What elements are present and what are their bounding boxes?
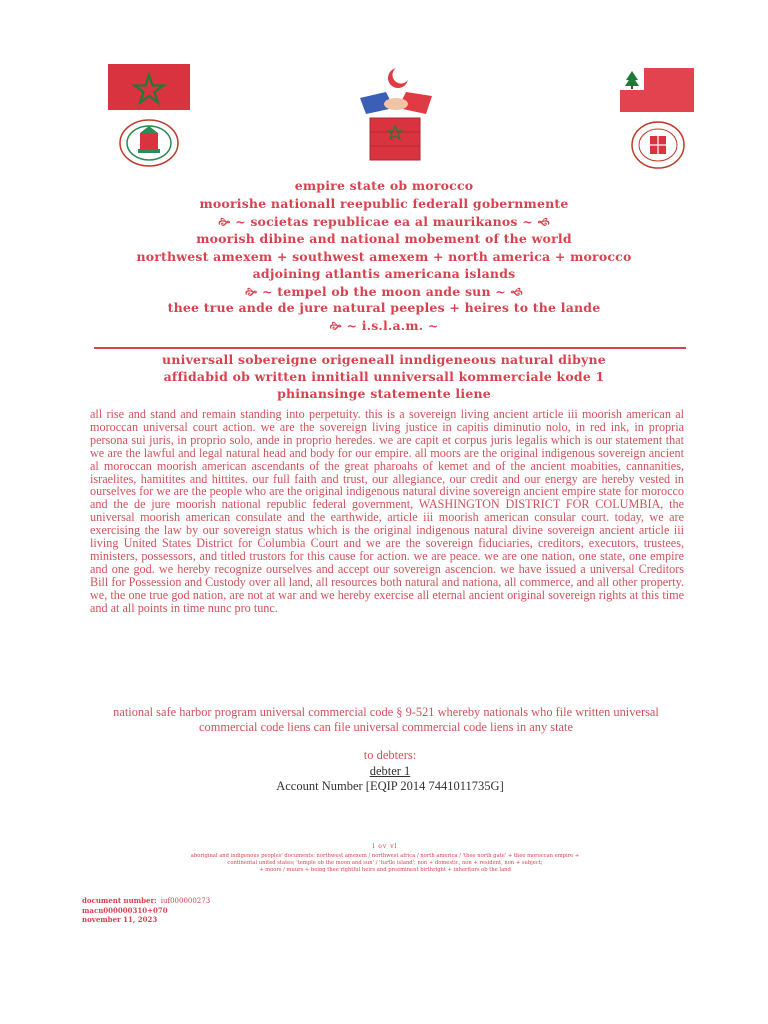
document-code: macn000000310+070 — [82, 906, 168, 915]
document-number-label: document number: — [82, 896, 157, 905]
footer-fine-line-1: aboriginal and indigenous peoples' documents: northwest amexem / northwest africa / north america / 'thee north gate' + thee moroccan empire + — [190, 853, 580, 859]
ornament-icon: 🙘 — [505, 284, 523, 299]
safe-harbor-paragraph: national safe harbor program universal commercial code § 9-521 whereby nationals who file written universal commercial code liens can file universal commercial code liens in any state — [113, 705, 659, 734]
document-number-value: iuf000000273 — [160, 897, 211, 905]
heading-line-9 — [0, 317, 768, 338]
account-number: Account Number [EQIP 2014 7441011735G] — [276, 779, 504, 793]
ornament-icon: 🙘 — [532, 214, 550, 229]
ornament-icon: 🙚 — [244, 284, 262, 299]
heading-line-4: moorish dibine and national mobement of the world — [196, 231, 572, 246]
heading-line-7-text: ~ tempel ob the moon ande sun ~ — [262, 284, 506, 299]
document-date: november 11, 2023 — [82, 915, 158, 924]
doc-title-line-1: universall sobereigne origeneall inndigeneous natural dibyne — [162, 352, 606, 367]
heading-line-2: moorishe nationall reepublic federall gobernmente — [199, 196, 569, 211]
morocco-flag-icon — [108, 64, 190, 110]
doc-title-line-2: affidabid ob written innitiall unniversall kommerciale kode 1 — [163, 369, 605, 384]
heading-line-9-text: ~ i.s.l.a.m. ~ — [346, 318, 439, 333]
ornament-icon: 🙚 — [329, 318, 347, 333]
footer-fine-line-2: continental united states; 'temple ob the moon and sun' / 'turtle island'; non + domestic, non + resident, non + subject; — [227, 860, 543, 866]
pine-tree-flag-icon — [620, 68, 694, 112]
ornament-icon: 🙚 — [218, 214, 236, 229]
document-number-row — [82, 896, 210, 906]
seal-icon — [118, 118, 180, 168]
to-debters-label: to debters: — [363, 748, 417, 762]
seal-icon — [630, 120, 686, 170]
footer-fine-line-3: + moors / muurs + being thee rightful heirs and preeminent birthright + inheritors ob the land — [259, 867, 511, 873]
body-paragraph: all rise and stand and remain standing into perpetuity. this is a sovereign living ancient article iii moorish american al moroccan universal court action. we are the sovereign living justice in capitis diminutio nolo, in red ink, in propria persona sui juris, in proprio solo, ande in proprio heredes. we are capit et corpus juris legalis which is our statement that we are the lawful and legal natural head and body for our empire. all moors are the original indigenous sovereign ancient al moroccan moorish american ascendants of the great pharoahs of kemet and of the ancient moabities, cannanities, israelites, hamitites and hittites. our full faith and trust, our allegiance, our credit and our energy are hereby vested in ourselves for we are the people who are the original indigenous natural divine sovereign ancient empire state for morocco and the de jure moorish national republic federal government, WASHINGTON DISTRICT FOR COLUMBIA, the universal moorish american consulate and the earthwide, article iii moorish american consular court. today, we are exercising the law by our sovereign status which is the original indigenous natural divine sovereign ancient article iii living United States District for Columbia Court and we are the sovereign fiduciaries, creditors, executors, trustees, ministers, possessors, and titled trustors for this cause for action. we are peace. we are one nation, one state, one empire and one god. we hereby recognize ourselves and accept our sovereign ascencion. we have issued a universal Creditors Bill for Possession and Custody over all land, all resources both natural and nationa, all commerce, and all other property. we, the one true god nation, are not at war and we hereby exercise all eternal ancient original sovereign rights at this time and at all points in time nunc pro tunc. — [90, 407, 684, 615]
crescent-handshake-emblem-icon — [356, 64, 436, 168]
heading-line-1: empire state ob morocco — [294, 178, 474, 193]
doc-title-line-3: phinansinge statemente liene — [277, 386, 491, 401]
heading-line-3-text: ~ societas republicae ea al maurikanos ~ — [235, 214, 533, 229]
heading-line-8: thee true ande de jure natural peeples + heires to the lande — [167, 300, 601, 315]
footer-mark: l ov vl — [372, 843, 398, 850]
document-info — [82, 896, 210, 924]
heading-line-5: northwest amexem + southwest amexem + north america + morocco — [136, 249, 632, 264]
debter-name: debter 1 — [369, 764, 411, 778]
divider-rule — [94, 347, 686, 349]
heading-line-6: adjoining atlantis americana islands — [252, 266, 516, 281]
